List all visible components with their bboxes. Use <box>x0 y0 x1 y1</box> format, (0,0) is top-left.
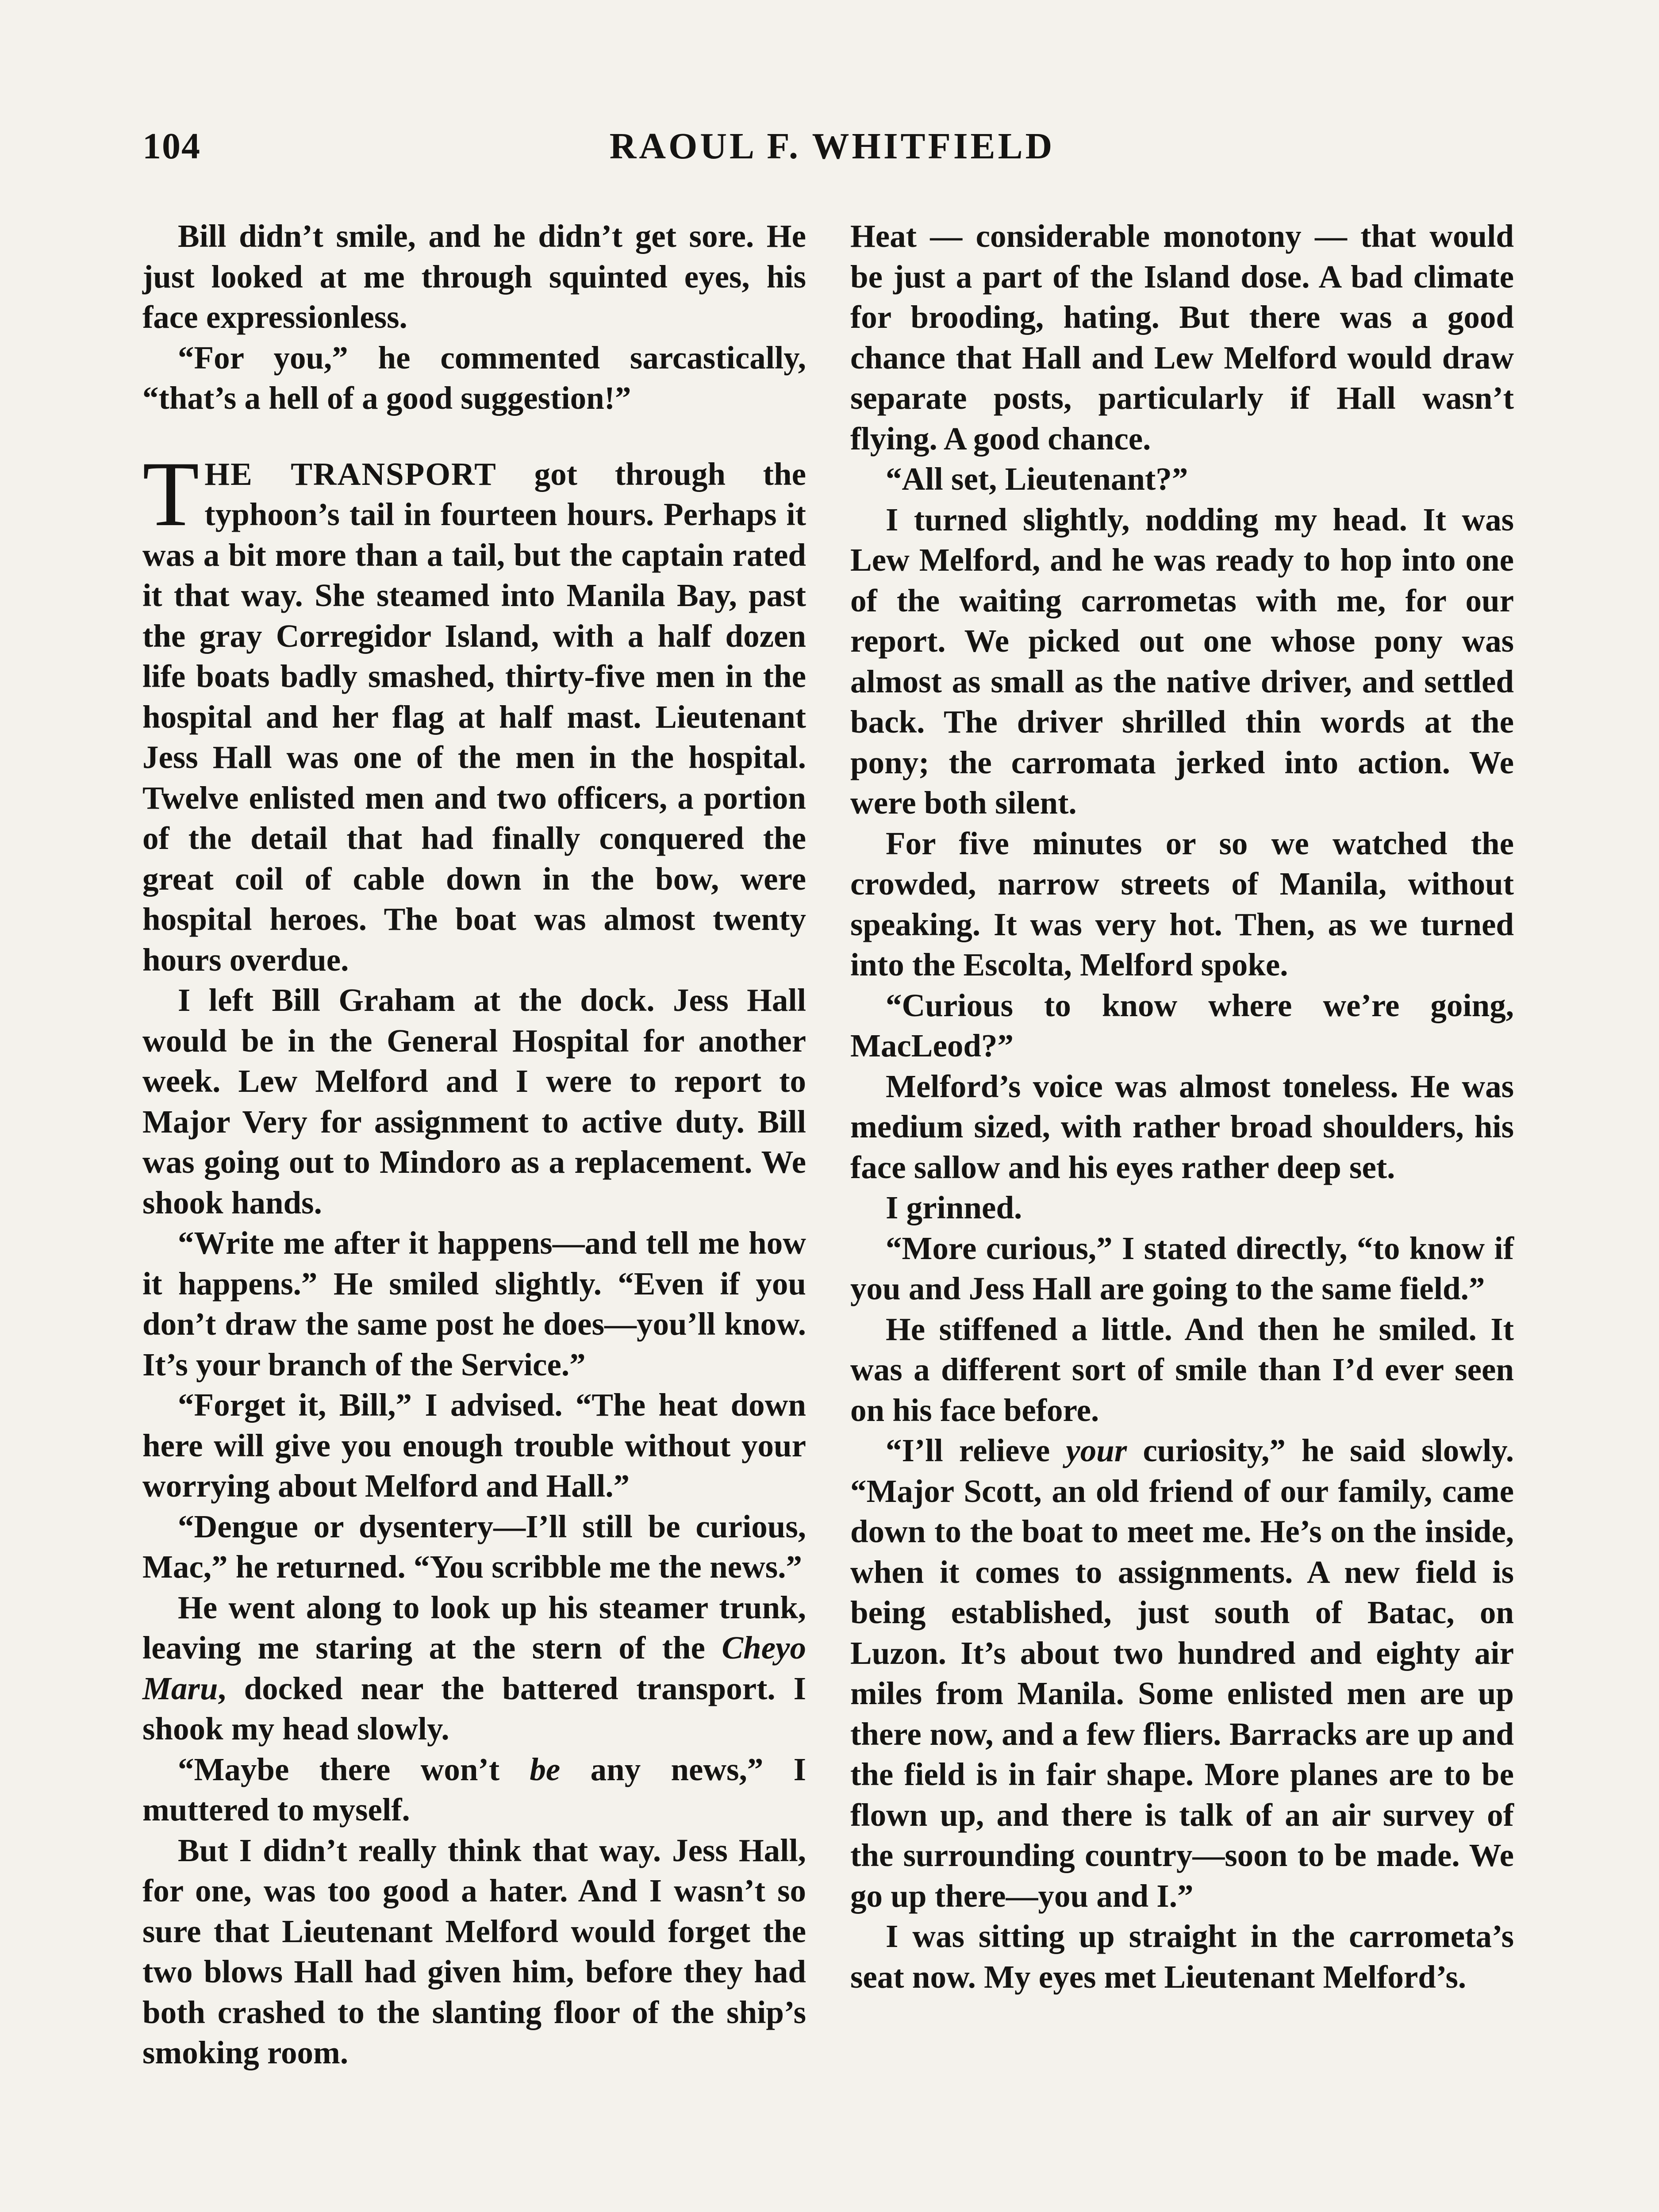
paragraph: Melford’s voice was almost toneless. He was medium sized, with rather broad shoulders, his face sallow and his eyes rather deep set. <box>850 1068 1514 1185</box>
paragraph: “Curious to know where we’re going, MacLeod?” <box>850 987 1514 1064</box>
text-run: “I’ll relieve <box>886 1432 1066 1468</box>
paragraph: I grinned. <box>886 1190 1022 1225</box>
emphasis: be <box>530 1751 561 1787</box>
paragraph: Heat — considerable monotony — that would be just a part of the Island dose. A bad climate for brooding, hating. But there was a good chance that Hall and Lew Melford would draw separate posts, particularly if Hall wasn’t flying. A good chance. <box>850 218 1514 457</box>
paragraph: “Forget it, Bill,” I advised. “The heat down here will give you enough trouble without your worrying about Melford and Hall.” <box>142 1387 806 1504</box>
paragraph: “For you,” he commented sarcastically, “that’s a hell of a good suggestion!” <box>142 339 806 416</box>
paragraph: I was sitting up straight in the carrometa’s seat now. My eyes met Lieutenant Melford’s. <box>850 1918 1514 1995</box>
text-run: “Maybe there won’t <box>178 1751 530 1787</box>
text-run: curiosity,” he said slowly. “Major Scott, an old friend of our family, came down to the boat to meet me. He’s on the inside, when it comes to assignments. A new field is being established, just south of Batac, on Luzon. It’s about two hundred and eighty air miles from Manila. Some enlisted men are up there now, and a few fliers. Barracks are up and the field is in fair shape. More planes are to be flown up, and there is talk of an air survey of the surrounding country—soon to be made. We go up there—you and I.” <box>850 1432 1514 1914</box>
paragraph: I left Bill Graham at the dock. Jess Hall would be in the General Hospital for another week. Lew Melford and I were to report to Major Very for assignment to active duty. Bill was going out to Mindoro as a replacement. We shook hands. <box>142 982 806 1221</box>
paragraph-dropcap <box>142 442 806 980</box>
paragraph <box>142 1749 806 1830</box>
left-column <box>142 216 806 2073</box>
paragraph: For five minutes or so we watched the crowded, narrow streets of Manila, without speaking. It was very hot. Then, as we turned into the Escolta, Melford spoke. <box>850 825 1514 983</box>
text-run: any news,” I muttered to myself. <box>142 1751 806 1828</box>
emphasis: your <box>1066 1432 1127 1468</box>
running-head-author: RAOUL F. WHITFIELD <box>609 126 1055 167</box>
paragraph: “All set, Lieutenant?” <box>886 461 1188 497</box>
paragraph: “More curious,” I stated directly, “to know if you and Jess Hall are going to the same field.” <box>850 1230 1514 1306</box>
paragraph: “Dengue or dysentery—I’ll still be curious, Mac,” he returned. “You scribble me the news.” <box>142 1508 806 1585</box>
page-header <box>142 125 1522 173</box>
paragraph-text: got through the typhoon’s tail in fourteen hours. Perhaps it was a bit more than a tail, but the captain rated it that way. She steamed into Manila Bay, past the gray Corregidor Island, with a half dozen life boats badly smashed, thirty-five men in the hospital and her flag at half mast. Lieutenant Jess Hall was one of the men in the hospital. Twelve enlisted men and two officers, a portion of the detail that had finally conquered the great coil of cable down in the bow, were hospital heroes. The boat was almost twenty hours overdue. <box>142 456 806 978</box>
right-column <box>850 216 1514 1997</box>
paragraph <box>142 1587 806 1749</box>
drop-cap: T <box>142 442 200 545</box>
paragraph: Bill didn’t smile, and he didn’t get sore. He just looked at me through squinted eyes, his face expressionless. <box>142 218 806 335</box>
lead-in-caps: HE TRANSPORT <box>204 456 497 492</box>
text-run: , docked near the battered transport. I shook my head slowly. <box>142 1670 806 1747</box>
text-run: He went along to look up his steamer trunk, leaving me staring at the stern of the <box>142 1589 806 1666</box>
page-number: 104 <box>142 126 201 167</box>
paragraph: “Write me after it happens—and tell me how it happens.” He smiled slightly. “Even if you don’t draw the same post he does—you’ll know. It’s your branch of the Service.” <box>142 1225 806 1382</box>
paragraph: He stiffened a little. And then he smiled. It was a different sort of smile than I’d ever seen on his face before. <box>850 1311 1514 1428</box>
paragraph <box>850 1430 1514 1916</box>
paragraph: But I didn’t really think that way. Jess Hall, for one, was too good a hater. And I wasn’t so sure that Lieutenant Melford would forget the two blows Hall had given him, before they had both crashed to the slanting floor of the ship’s smoking room. <box>142 1832 806 2070</box>
section-break <box>142 419 806 454</box>
ship-name-italic: Cheyo Maru <box>142 1630 806 1706</box>
paragraph: I turned slightly, nodding my head. It was Lew Melford, and he was ready to hop into one of the waiting carrometas with me, for our report. We picked out one whose pony was almost as small as the native driver, and settled back. The driver shrilled thin words at the pony; the carromata jerked into action. We were both silent. <box>850 501 1514 821</box>
